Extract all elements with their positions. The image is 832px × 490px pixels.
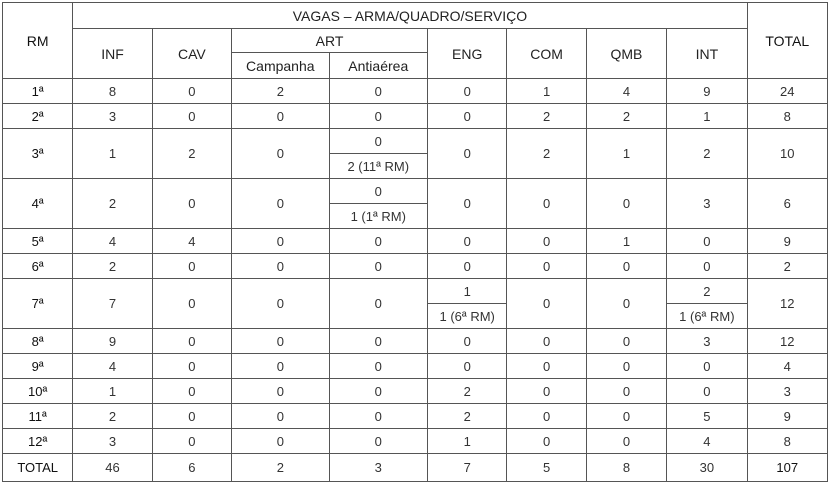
table-row — [3, 129, 828, 179]
rm-cell: 2ª — [3, 104, 73, 129]
row-total-cell: 10 — [747, 129, 827, 179]
eng-note: 1 (6ª RM) — [428, 303, 506, 328]
row-total-cell: 2 — [747, 254, 827, 279]
int-cell: 3 — [667, 329, 747, 354]
campanha-cell: 0 — [232, 404, 329, 429]
vagas-table — [2, 2, 828, 482]
campanha-cell: 0 — [232, 379, 329, 404]
eng-cell: 0 — [428, 254, 507, 279]
campanha-cell: 0 — [232, 354, 329, 379]
eng-split-cell — [428, 279, 507, 329]
rm-cell: 6ª — [3, 254, 73, 279]
rm-cell: 8ª — [3, 329, 73, 354]
antiaerea-cell: 0 — [329, 279, 427, 329]
inf-cell: 2 — [73, 404, 152, 429]
eng-cell: 1 — [428, 429, 507, 454]
eng-cell: 2 — [428, 379, 507, 404]
eng-cell: 0 — [428, 354, 507, 379]
row-total-cell: 9 — [747, 229, 827, 254]
row-total-cell: 12 — [747, 329, 827, 354]
int-cell: 0 — [667, 354, 747, 379]
total-cav: 6 — [152, 454, 231, 482]
int-cell: 0 — [667, 254, 747, 279]
table-row — [3, 279, 828, 329]
int-note: 1 (6ª RM) — [667, 303, 746, 328]
com-cell: 1 — [507, 79, 586, 104]
antiaerea-cell: 0 — [329, 229, 427, 254]
qmb-cell: 4 — [586, 79, 666, 104]
qmb-cell: 0 — [586, 354, 666, 379]
com-cell: 0 — [507, 354, 586, 379]
cav-cell: 0 — [152, 179, 231, 229]
rm-cell: 12ª — [3, 429, 73, 454]
header-com: COM — [507, 29, 586, 79]
table-row — [3, 79, 828, 104]
int-split-cell — [667, 279, 747, 329]
table-row — [3, 104, 828, 129]
table-body — [3, 79, 828, 454]
campanha-cell: 0 — [232, 129, 329, 179]
row-total-cell: 8 — [747, 429, 827, 454]
header-cav: CAV — [152, 29, 231, 79]
total-inf: 46 — [73, 454, 152, 482]
com-cell: 2 — [507, 104, 586, 129]
antiaerea-cell: 0 — [329, 354, 427, 379]
rm-cell: 4ª — [3, 179, 73, 229]
eng-cell: 2 — [428, 404, 507, 429]
com-cell: 0 — [507, 254, 586, 279]
antiaerea-cell: 0 — [329, 404, 427, 429]
table-row — [3, 354, 828, 379]
antiaerea-cell: 0 — [329, 79, 427, 104]
cav-cell: 0 — [152, 104, 231, 129]
com-cell: 0 — [507, 229, 586, 254]
total-campanha: 2 — [232, 454, 329, 482]
inf-cell: 3 — [73, 104, 152, 129]
cav-cell: 0 — [152, 429, 231, 454]
inf-cell: 2 — [73, 254, 152, 279]
cav-cell: 4 — [152, 229, 231, 254]
rm-cell: 9ª — [3, 354, 73, 379]
qmb-cell: 0 — [586, 179, 666, 229]
rm-cell: 5ª — [3, 229, 73, 254]
campanha-cell: 2 — [232, 79, 329, 104]
com-cell: 0 — [507, 379, 586, 404]
eng-cell: 0 — [428, 104, 507, 129]
antiaerea-note: 1 (1ª RM) — [330, 203, 427, 228]
table-row — [3, 329, 828, 354]
table-row — [3, 254, 828, 279]
campanha-cell: 0 — [232, 254, 329, 279]
table-row — [3, 229, 828, 254]
header-art: ART — [232, 29, 428, 53]
eng-cell: 0 — [428, 229, 507, 254]
header-total: TOTAL — [747, 3, 827, 79]
qmb-cell: 0 — [586, 429, 666, 454]
cav-cell: 0 — [152, 354, 231, 379]
antiaerea-split-cell — [329, 179, 427, 229]
inf-cell: 7 — [73, 279, 152, 329]
row-total-cell: 3 — [747, 379, 827, 404]
inf-cell: 1 — [73, 379, 152, 404]
eng-cell: 0 — [428, 179, 507, 229]
rm-cell: 1ª — [3, 79, 73, 104]
row-total-cell: 12 — [747, 279, 827, 329]
campanha-cell: 0 — [232, 229, 329, 254]
header-antiaerea: Antiaérea — [329, 53, 427, 79]
inf-cell: 9 — [73, 329, 152, 354]
header-qmb: QMB — [586, 29, 666, 79]
com-cell: 0 — [507, 404, 586, 429]
inf-cell: 4 — [73, 229, 152, 254]
com-cell: 0 — [507, 329, 586, 354]
eng-cell: 0 — [428, 79, 507, 104]
eng-value: 1 — [463, 283, 471, 299]
com-cell: 0 — [507, 429, 586, 454]
int-cell: 0 — [667, 379, 747, 404]
header-int: INT — [667, 29, 747, 79]
table-row — [3, 404, 828, 429]
antiaerea-cell: 0 — [329, 254, 427, 279]
qmb-cell: 1 — [586, 129, 666, 179]
qmb-cell: 1 — [586, 229, 666, 254]
campanha-cell: 0 — [232, 279, 329, 329]
qmb-cell: 0 — [586, 379, 666, 404]
header-group: VAGAS – ARMA/QUADRO/SERVIÇO — [73, 3, 747, 29]
totals-row — [3, 454, 828, 482]
eng-cell: 0 — [428, 129, 507, 179]
header-inf: INF — [73, 29, 152, 79]
antiaerea-split-cell — [329, 129, 427, 179]
int-cell: 4 — [667, 429, 747, 454]
campanha-cell: 0 — [232, 429, 329, 454]
total-eng: 7 — [428, 454, 507, 482]
qmb-cell: 0 — [586, 254, 666, 279]
cav-cell: 0 — [152, 379, 231, 404]
antiaerea-cell: 0 — [329, 429, 427, 454]
int-cell: 0 — [667, 229, 747, 254]
rm-cell: 10ª — [3, 379, 73, 404]
row-total-cell: 8 — [747, 104, 827, 129]
qmb-cell: 0 — [586, 279, 666, 329]
totals-label: TOTAL — [3, 454, 73, 482]
qmb-cell: 0 — [586, 404, 666, 429]
table-row — [3, 179, 828, 229]
int-cell: 2 — [667, 129, 747, 179]
com-cell: 0 — [507, 279, 586, 329]
cav-cell: 0 — [152, 404, 231, 429]
cav-cell: 0 — [152, 279, 231, 329]
antiaerea-cell: 0 — [329, 104, 427, 129]
inf-cell: 8 — [73, 79, 152, 104]
com-cell: 0 — [507, 179, 586, 229]
cav-cell: 2 — [152, 129, 231, 179]
rm-cell: 3ª — [3, 129, 73, 179]
table-row — [3, 379, 828, 404]
header-rm: RM — [3, 3, 73, 79]
antiaerea-note: 2 (11ª RM) — [330, 153, 427, 178]
row-total-cell: 4 — [747, 354, 827, 379]
int-cell: 9 — [667, 79, 747, 104]
table-row — [3, 429, 828, 454]
cav-cell: 0 — [152, 254, 231, 279]
total-com: 5 — [507, 454, 586, 482]
rm-cell: 11ª — [3, 404, 73, 429]
int-cell: 5 — [667, 404, 747, 429]
row-total-cell: 6 — [747, 179, 827, 229]
inf-cell: 3 — [73, 429, 152, 454]
total-qmb: 8 — [586, 454, 666, 482]
header-eng: ENG — [428, 29, 507, 79]
campanha-cell: 0 — [232, 329, 329, 354]
rm-cell: 7ª — [3, 279, 73, 329]
antiaerea-value: 0 — [374, 183, 382, 199]
inf-cell: 4 — [73, 354, 152, 379]
inf-cell: 1 — [73, 129, 152, 179]
campanha-cell: 0 — [232, 179, 329, 229]
cav-cell: 0 — [152, 329, 231, 354]
qmb-cell: 0 — [586, 329, 666, 354]
antiaerea-cell: 0 — [329, 379, 427, 404]
qmb-cell: 2 — [586, 104, 666, 129]
inf-cell: 2 — [73, 179, 152, 229]
com-cell: 2 — [507, 129, 586, 179]
header-campanha: Campanha — [232, 53, 329, 79]
campanha-cell: 0 — [232, 104, 329, 129]
int-value: 2 — [703, 283, 711, 299]
total-antiaerea: 3 — [329, 454, 427, 482]
int-cell: 1 — [667, 104, 747, 129]
antiaerea-value: 0 — [374, 133, 382, 149]
total-int: 30 — [667, 454, 747, 482]
row-total-cell: 9 — [747, 404, 827, 429]
eng-cell: 0 — [428, 329, 507, 354]
int-cell: 3 — [667, 179, 747, 229]
grand-total: 107 — [747, 454, 827, 482]
row-total-cell: 24 — [747, 79, 827, 104]
antiaerea-cell: 0 — [329, 329, 427, 354]
cav-cell: 0 — [152, 79, 231, 104]
